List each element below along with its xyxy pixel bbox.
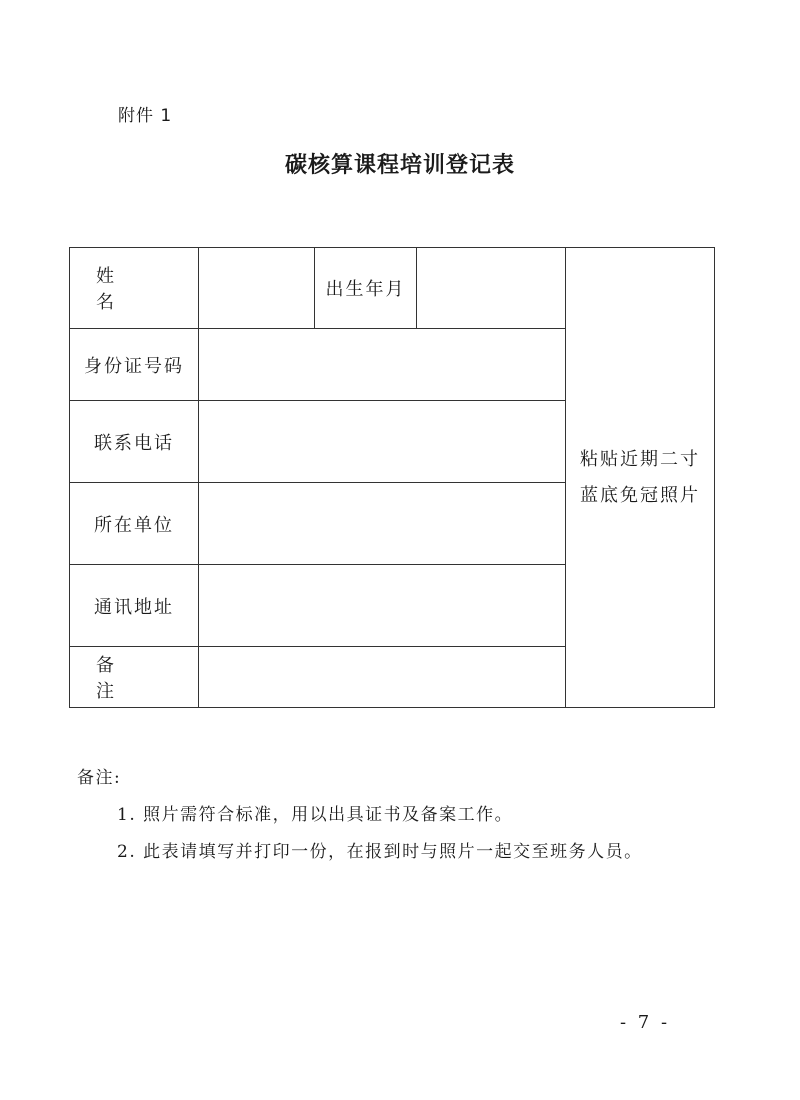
photo-placeholder[interactable] bbox=[566, 248, 715, 708]
photo-instruction-line-1: 粘贴近期二寸 bbox=[580, 448, 700, 470]
note-item-2: 2. 此表请填写并打印一份，在报到时与照片一起交至班务人员。 bbox=[117, 842, 643, 862]
notes-heading: 备注: bbox=[77, 768, 122, 788]
work-unit-field[interactable] bbox=[199, 483, 566, 565]
phone-field[interactable] bbox=[199, 401, 566, 483]
address-label: 通讯地址 bbox=[70, 565, 199, 647]
work-unit-label: 所在单位 bbox=[70, 483, 199, 565]
photo-instruction-line-2: 蓝底免冠照片 bbox=[580, 484, 700, 506]
birth-date-label: 出生年月 bbox=[315, 248, 417, 329]
attachment-label: 附件 1 bbox=[118, 106, 173, 126]
remarks-label: 备 注 bbox=[70, 647, 199, 708]
registration-form-table bbox=[69, 247, 715, 708]
name-label: 姓 名 bbox=[70, 248, 199, 329]
name-field[interactable] bbox=[199, 248, 315, 329]
notes-section bbox=[77, 760, 643, 871]
birth-date-field[interactable] bbox=[417, 248, 566, 329]
phone-label: 联系电话 bbox=[70, 401, 199, 483]
id-number-field[interactable] bbox=[199, 329, 566, 401]
note-item-1: 1. 照片需符合标准，用以出具证书及备案工作。 bbox=[117, 805, 514, 825]
id-number-label: 身份证号码 bbox=[70, 329, 199, 401]
page-number: - 7 - bbox=[620, 1012, 671, 1033]
address-field[interactable] bbox=[199, 565, 566, 647]
remarks-field[interactable] bbox=[199, 647, 566, 708]
page-title: 碳核算课程培训登记表 bbox=[284, 153, 515, 178]
